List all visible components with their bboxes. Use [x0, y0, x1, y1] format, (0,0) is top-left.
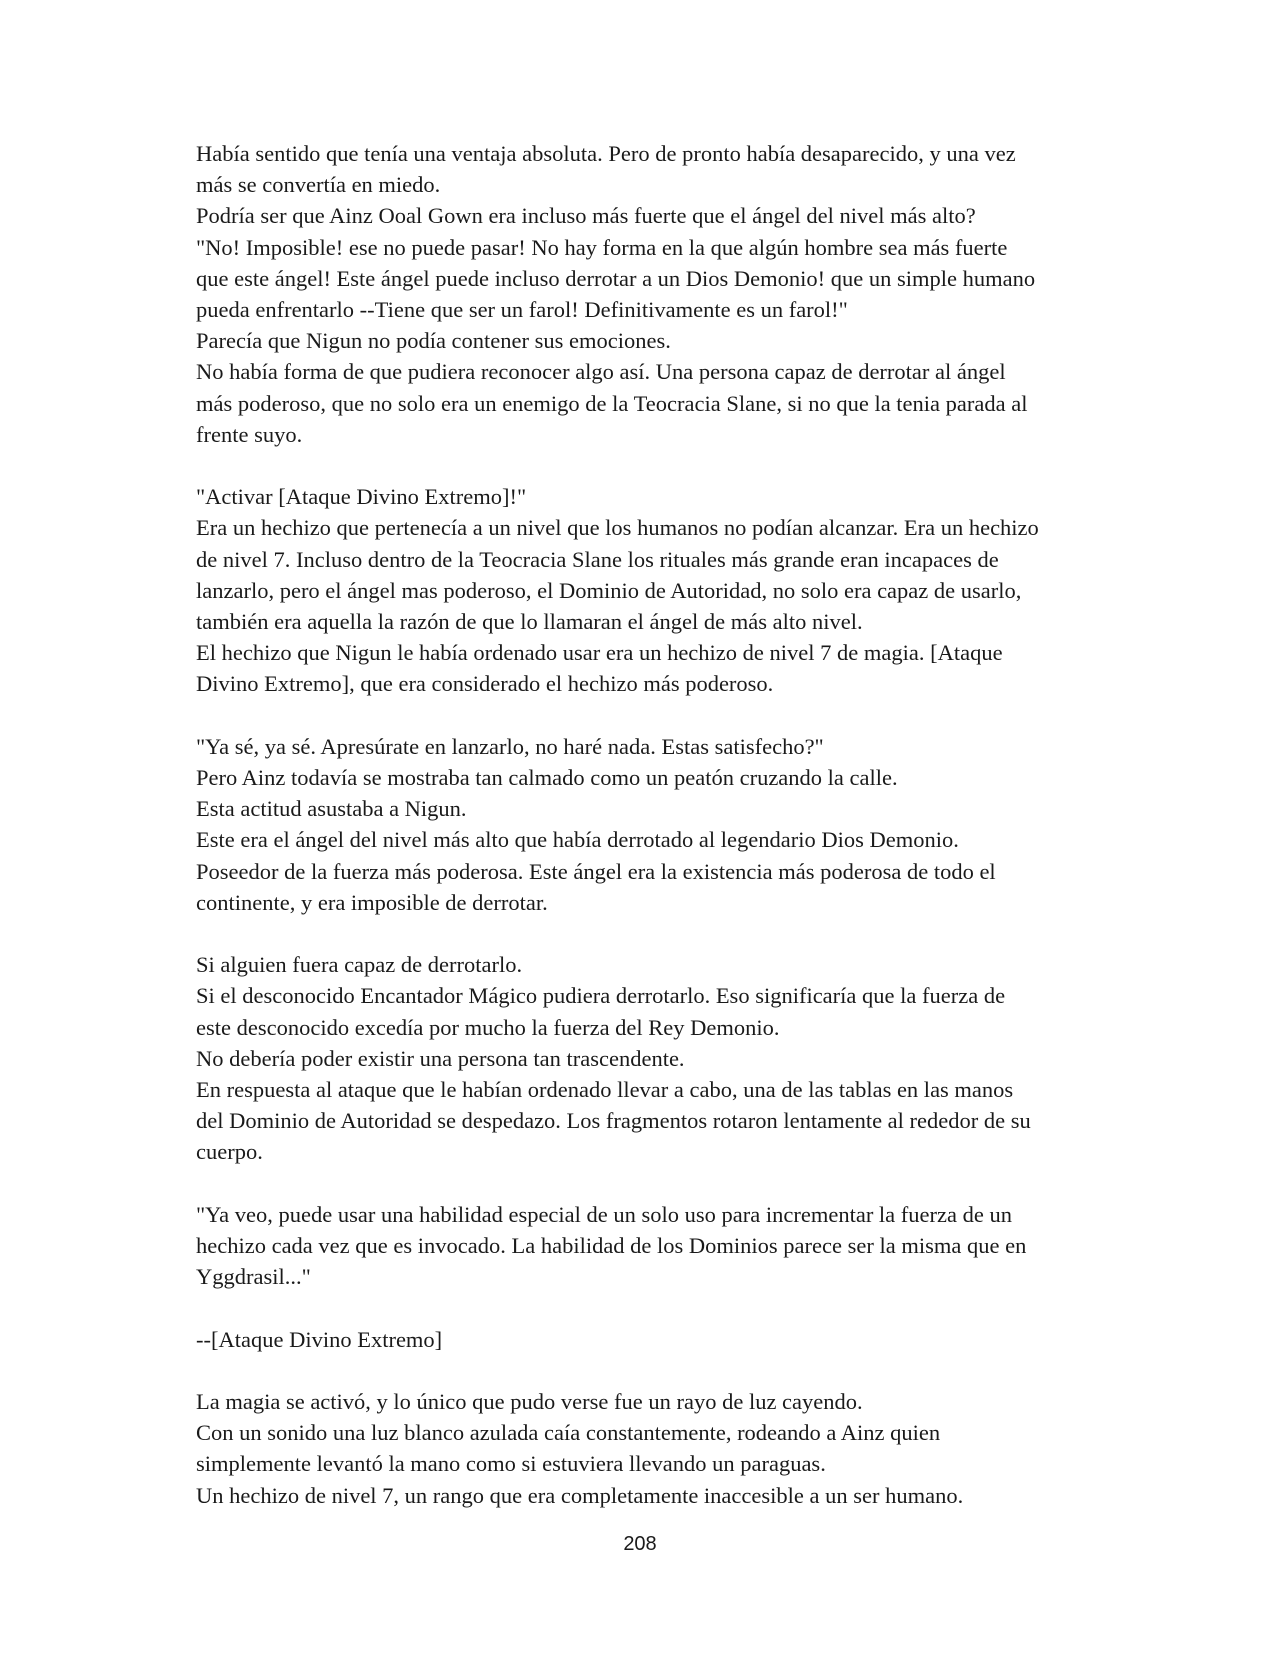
text-line: El hechizo que Nigun le había ordenado usar era un hechizo de nivel 7 de magia. [Ataque [196, 640, 1003, 666]
text-line: de nivel 7. Incluso dentro de la Teocracia Slane los rituales más grande eran incapaces de [196, 546, 999, 572]
text-line: Un hechizo de nivel 7, un rango que era completamente inaccesible a un ser humano. [196, 1482, 964, 1508]
text-line: Si alguien fuera capaz de derrotarlo. [196, 952, 523, 978]
text-line: La magia se activó, y lo único que pudo verse fue un rayo de luz cayendo. [196, 1389, 863, 1415]
text-line: "Ya veo, puede usar una habilidad especial de un solo uso para incrementar la fuerza de un [196, 1201, 1012, 1227]
blank-line [196, 1355, 1096, 1386]
text-line: "No! Imposible! ese no puede pasar! No hay forma en la que algún hombre sea más fuerte [196, 234, 1008, 260]
text-line: "Ya sé, ya sé. Apresúrate en lanzarlo, no haré nada. Estas satisfecho?" [196, 733, 824, 759]
blank-line [196, 918, 1096, 949]
text-line: En respuesta al ataque que le habían ordenado llevar a cabo, una de las tablas en las manos [196, 1077, 1014, 1103]
text-line: frente suyo. [196, 421, 303, 447]
text-line: Podría ser que Ainz Ooal Gown era incluso más fuerte que el ángel del nivel más alto? [196, 203, 976, 229]
blank-line [196, 1292, 1096, 1323]
page-number: 208 [623, 1533, 657, 1555]
text-line: lanzarlo, pero el ángel mas poderoso, el Dominio de Autoridad, no solo era capaz de usarlo, [196, 577, 1022, 603]
text-line: más se convertía en miedo. [196, 172, 441, 198]
text-line: hechizo cada vez que es invocado. La habilidad de los Dominios parece ser la misma que en [196, 1233, 1027, 1259]
text-line: Parecía que Nigun no podía contener sus emociones. [196, 328, 671, 354]
body-text [196, 138, 1096, 1511]
text-line: --[Ataque Divino Extremo] [196, 1326, 443, 1352]
text-line: simplemente levantó la mano como si estuviera llevando un paraguas. [196, 1451, 826, 1477]
text-line: también era aquella la razón de que lo llamaran el ángel de más alto nivel. [196, 609, 863, 635]
text-line: Poseedor de la fuerza más poderosa. Este ángel era la existencia más poderosa de todo el [196, 858, 996, 884]
text-line: Era un hechizo que pertenecía a un nivel que los humanos no podían alcanzar. Era un hechizo [196, 515, 1039, 541]
text-line: que este ángel! Este ángel puede incluso derrotar a un Dios Demonio! que un simple humano [196, 265, 1036, 291]
text-line: Pero Ainz todavía se mostraba tan calmado como un peatón cruzando la calle. [196, 765, 898, 791]
text-line: "Activar [Ataque Divino Extremo]!" [196, 484, 527, 510]
text-line: No debería poder existir una persona tan trascendente. [196, 1045, 685, 1071]
text-line: No había forma de que pudiera reconocer algo así. Una persona capaz de derrotar al ángel [196, 359, 1006, 385]
text-line: Había sentido que tenía una ventaja absoluta. Pero de pronto había desaparecido, y una vez [196, 141, 1016, 166]
blank-line [196, 700, 1096, 731]
text-line: Divino Extremo], que era considerado el hechizo más poderoso. [196, 671, 774, 697]
text-line: este desconocido excedía por mucho la fuerza del Rey Demonio. [196, 1014, 780, 1040]
text-line: del Dominio de Autoridad se despedazo. Los fragmentos rotaron lentamente al rededor de su [196, 1108, 1031, 1134]
text-line: cuerpo. [196, 1139, 263, 1165]
text-line: más poderoso, que no solo era un enemigo de la Teocracia Slane, si no que la tenia parada al [196, 390, 1028, 416]
text-line: Con un sonido una luz blanco azulada caía constantemente, rodeando a Ainz quien [196, 1420, 941, 1446]
blank-line [196, 1168, 1096, 1199]
blank-line [196, 450, 1096, 481]
text-line: continente, y era imposible de derrotar. [196, 889, 548, 915]
text-line: Esta actitud asustaba a Nigun. [196, 796, 467, 822]
text-line: Yggdrasil..." [196, 1264, 311, 1290]
text-line: Si el desconocido Encantador Mágico pudiera derrotarlo. Eso significaría que la fuerza de [196, 983, 1006, 1009]
text-line: Este era el ángel del nivel más alto que había derrotado al legendario Dios Demonio. [196, 827, 959, 853]
text-line: pueda enfrentarlo --Tiene que ser un farol! Definitivamente es un farol!" [196, 297, 848, 323]
